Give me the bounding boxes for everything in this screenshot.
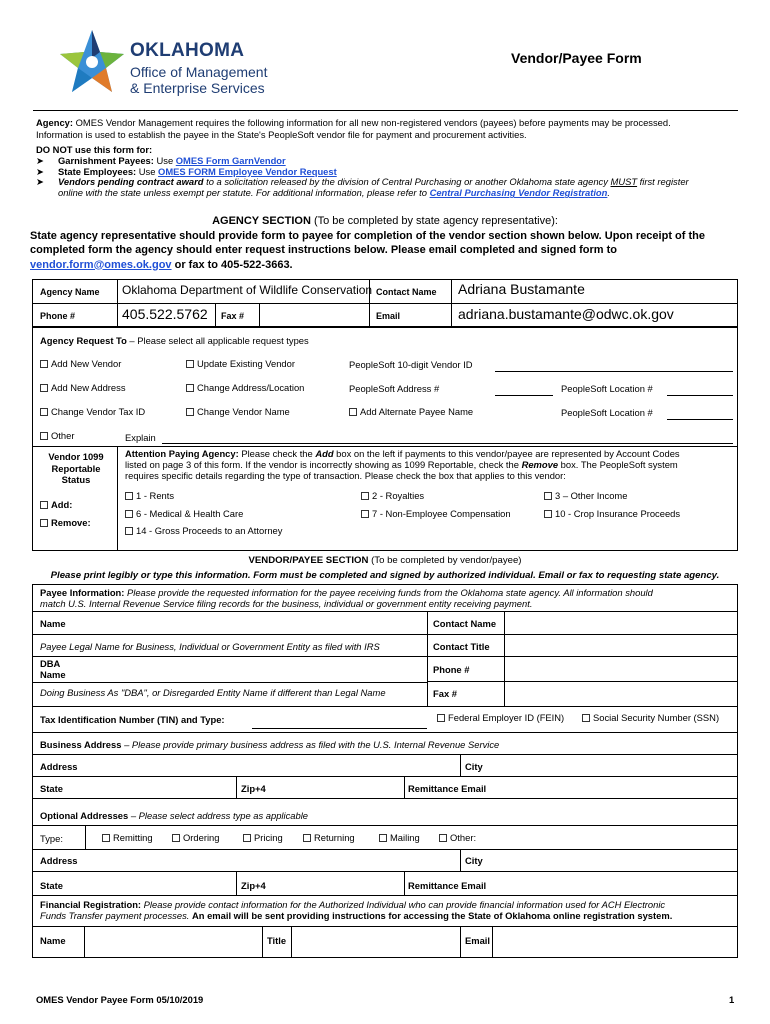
agency-section-title-line [30,214,740,229]
checkbox-label: Change Vendor Tax ID [51,406,146,417]
label-line: Vendor 1099 [48,451,104,462]
agency-request-label: Agency Request To [40,335,127,346]
vendor-contact-name-label: Contact Name [433,618,497,629]
label-line: Name [40,669,66,680]
optional-address-field[interactable] [90,851,455,871]
vendor-1099-label [40,451,112,486]
attention-text: box on the left if payments to this vendor/payee are represented by Account Codes [333,448,680,459]
attention-text: box. The PeopleSoft system [558,459,678,471]
central-purchasing-link[interactable]: Central Purchasing Vendor Registration [429,187,608,199]
payee-info-desc: Please provide the requested information for the payee receiving funds from the Oklahoma state agency. All information should [124,587,653,598]
checkbox-icon[interactable] [40,432,48,440]
checkbox-icon[interactable] [125,510,133,518]
optional-addresses-note: – Please select address type as applicable [128,810,309,821]
bullet-text: online with the state unless exempt per statute. For additional information, please refer to [58,187,430,199]
email-label: Email [376,311,401,321]
bullet-text: first register [637,176,689,188]
payee-name-label: Name [40,618,66,629]
do-not-use-list [36,145,736,199]
dba-name-field[interactable] [85,658,423,680]
attention-add: Add [315,448,334,459]
royalties-checkbox[interactable] [361,490,424,501]
business-address-heading [40,739,499,750]
fax-field[interactable] [262,305,366,325]
agency-name-label: Agency Name [40,287,100,297]
ps-vendor-id-field[interactable] [495,371,733,372]
crop-insurance-checkbox[interactable] [544,508,680,519]
tin-label: Tax Identification Number (TIN) and Type: [40,714,225,725]
vendor-section-title: VENDOR/PAYEE SECTION [248,555,369,566]
attention-text: requires specific details regarding the type of transaction. Please check the box that applies to this vendor: [125,470,566,482]
bullet-text: to a solicitation released by the division of Central Purchasing or another Oklahoma state agency [203,176,611,188]
logo-title: OKLAHOMA [130,40,245,61]
vendor-section-note: (To be completed by vendor/payee) [368,555,522,566]
logo-subtitle-2: & Enterprise Services [130,80,265,96]
payee-name-field[interactable] [85,613,423,633]
garn-vendor-link[interactable]: OMES Form GarnVendor [175,154,286,166]
checkbox-label: 14 - Gross Proceeds to an Attorney [136,525,283,536]
contact-title-label: Contact Title [433,641,490,652]
checkbox-icon[interactable] [186,384,194,392]
bullet-label: Vendors pending contract award [58,176,204,188]
checkbox-icon[interactable] [303,834,311,842]
checkbox-icon[interactable] [125,492,133,500]
checkbox-icon[interactable] [186,360,194,368]
intro-agency-text: OMES Vendor Management requires the following information for all new non-registered vendors (payees) before payments may be processed. [73,117,671,128]
checkbox-icon[interactable] [582,714,590,722]
business-address-note: – Please provide primary business address as filed with the U.S. Internal Revenue Service [121,739,500,750]
arrow-bullet-icon: ➤ [36,176,44,188]
alternate-payee-checkbox[interactable] [349,406,473,417]
bullet-label: State Employees: [58,165,137,177]
remitting-checkbox[interactable] [102,832,153,843]
fax-text: or fax to 405-522-3663. [171,258,293,271]
nonemployee-checkbox[interactable] [361,508,511,519]
pricing-checkbox[interactable] [243,832,283,843]
header-divider [33,110,738,111]
bullet-text: Use [136,165,159,177]
payee-info-label: Payee Information: [40,587,125,598]
financial-registration-emphasis: An email will be sent providing instructions for accessing the State of Oklahoma online registration system. [191,910,673,922]
dba-hint: Doing Business As "DBA", or Disregarded Entity Name if different than Legal Name [40,687,386,698]
attention-text: listed on page 3 of this form. If the vendor is incorrectly showing as 1099 Reportable, check the [125,459,522,471]
financial-registration-desc: Funds Transfer payment processes. [40,910,192,922]
attention-remove: Remove [521,459,559,471]
checkbox-icon[interactable] [349,408,357,416]
financial-registration-desc: Please provide contact information for the Authorized Individual who can provide financial information used for ACH Electronic [141,899,666,910]
add-new-address-checkbox[interactable] [40,382,126,393]
ps-vendor-id-label: PeopleSoft 10-digit Vendor ID [349,359,473,370]
optional-city-label: City [465,855,483,866]
checkbox-label: Add: [51,499,73,510]
intro-text [36,117,736,140]
checkbox-icon[interactable] [40,519,48,527]
agency-instructions: State agency representative should provide form to payee for completion of the vendor section shown below. Upon receipt of the completed form the agency should enter request instructions below. Please email completed and signed form to [30,229,705,256]
checkbox-label: Other: [450,832,477,843]
checkbox-label: Remitting [113,832,153,843]
checkbox-icon[interactable] [172,834,180,842]
checkbox-icon[interactable] [40,384,48,392]
checkbox-icon[interactable] [379,834,387,842]
label-line: Status [61,474,91,485]
form-title: Vendor/Payee Form [511,50,642,66]
rents-checkbox[interactable] [125,490,174,501]
business-address-field[interactable] [90,756,455,776]
checkbox-icon[interactable] [361,510,369,518]
vendor-phone-label: Phone # [433,664,470,675]
checkbox-icon[interactable] [186,408,194,416]
optional-state-label: State [40,880,63,891]
checkbox-icon[interactable] [40,408,48,416]
payee-info-desc: match U.S. Internal Revenue Service filing records for the business, individual or government entity receiving payment. [40,598,533,609]
ps-location-field[interactable] [667,395,733,396]
checkbox-label: Add New Address [51,382,126,393]
logo-subtitle-1: Office of Management [130,64,268,80]
checkbox-icon[interactable] [40,360,48,368]
checkbox-label: Social Security Number (SSN) [593,712,720,723]
financial-email-label: Email [465,935,491,946]
financial-registration-label: Financial Registration: [40,899,142,910]
checkbox-label: Pricing [254,832,283,843]
checkbox-label: 3 – Other Income [555,490,628,501]
dba-name-label [40,658,80,680]
checkbox-label: 7 - Non-Employee Compensation [372,508,511,519]
do-not-use-heading: DO NOT use this form for: [36,144,153,155]
checkbox-icon[interactable] [544,492,552,500]
agency-name-field[interactable]: Oklahoma Department of Wildlife Conservation [122,283,373,297]
checkbox-label: Remove: [51,517,91,528]
omes-logo [56,28,306,98]
financial-name-label: Name [40,935,66,946]
medical-checkbox[interactable] [125,508,243,519]
optional-addresses-heading [40,810,308,821]
attorney-checkbox[interactable] [125,525,282,536]
add-1099-checkbox[interactable] [40,499,72,510]
checkbox-label: 1 - Rents [136,490,175,501]
checkbox-icon[interactable] [361,492,369,500]
intro-agency-label: Agency: [36,117,73,128]
checkbox-icon[interactable] [544,510,552,518]
checkbox-label: Returning [314,832,355,843]
checkbox-label: Ordering [183,832,220,843]
checkbox-label: Add Alternate Payee Name [360,406,474,417]
star-logo-icon [56,28,128,98]
checkbox-label: 2 - Royalties [372,490,425,501]
agency-section-title: AGENCY SECTION [212,215,311,227]
checkbox-icon[interactable] [437,714,445,722]
change-vendor-name-checkbox[interactable] [186,406,290,417]
vendor-section-title-line [0,555,770,566]
vendor-form-email-link[interactable]: vendor.form@omes.ok.gov [30,258,172,271]
checkbox-label: Mailing [390,832,420,843]
checkbox-label: 6 - Medical & Health Care [136,508,244,519]
legal-name-hint: Payee Legal Name for Business, Individual or Government Entity as filed with IRS [40,641,380,652]
contact-name-label: Contact Name [376,287,437,297]
arrow-bullet-icon: ➤ [36,154,44,166]
label-line: DBA [40,658,61,669]
checkbox-icon[interactable] [243,834,251,842]
vendor-fax-label: Fax # [433,688,457,699]
business-state-label: State [40,783,63,794]
financial-title-label: Title [267,935,287,946]
footer-form-id: OMES Vendor Payee Form 05/10/2019 [36,994,204,1005]
other-income-checkbox[interactable] [544,490,627,501]
ps-address-field[interactable] [495,395,553,396]
remove-1099-checkbox[interactable] [40,517,91,528]
arrow-bullet-icon: ➤ [36,165,44,177]
fax-label: Fax # [221,311,245,321]
tin-field[interactable] [252,728,427,729]
bullet-text: . [607,187,610,199]
ps-address-label: PeopleSoft Address # [349,383,440,394]
business-address-label-field: Address [40,761,78,772]
attention-label: Attention Paying Agency: [125,448,239,459]
explain-field[interactable] [162,443,733,444]
contact-name-field[interactable]: Adriana Bustamante [458,281,585,297]
agency-request-heading [40,335,309,346]
optional-remit-email-label: Remittance Email [408,880,487,891]
optional-zip-label: Zip+4 [241,880,266,891]
checkbox-label: Change Address/Location [197,382,305,393]
ps-location-label: PeopleSoft Location # [561,407,653,418]
checkbox-label: Update Existing Vendor [197,358,295,369]
vendor-section-instruction: Please print legibly or type this information. Form must be completed and signed by authorized individual. Email or fax to requesting state agency. [50,570,720,581]
ps-location-label: PeopleSoft Location # [561,383,653,394]
label-line: Reportable [51,462,101,474]
mailing-checkbox[interactable] [379,832,420,843]
change-tax-id-checkbox[interactable] [40,406,145,417]
must-text: MUST [610,176,638,188]
change-address-checkbox[interactable] [186,382,304,393]
checkbox-label: 10 - Crop Insurance Proceeds [555,508,681,519]
checkbox-icon[interactable] [439,834,447,842]
other-type-checkbox[interactable] [439,832,476,843]
payee-info-text [40,587,730,609]
business-remit-email-label: Remittance Email [408,783,487,794]
employee-vendor-link[interactable]: OMES FORM Employee Vendor Request [158,165,337,177]
attention-paying-agency [125,448,737,482]
agency-request-note: – Please select all applicable request types [126,335,309,346]
returning-checkbox[interactable] [303,832,355,843]
type-label: Type: [40,833,63,844]
checkbox-label: Federal Employer ID (FEIN) [448,712,565,723]
business-address-label: Business Address [40,739,122,750]
email-field[interactable]: adriana.bustamante@odwc.ok.gov [458,306,674,322]
attention-text: Please check the [238,448,316,459]
bullet-label: Garnishment Payees: [58,154,154,166]
agency-section-header [30,214,740,272]
update-vendor-checkbox[interactable] [186,358,295,369]
checkbox-icon[interactable] [125,527,133,535]
ps-location-field-2[interactable] [667,419,733,420]
checkbox-label: Change Vendor Name [197,406,290,417]
ssn-checkbox[interactable] [582,712,719,723]
financial-registration-text [40,899,732,922]
optional-addresses-label: Optional Addresses [40,810,129,821]
page-number: 1 [729,994,735,1005]
intro-line2: Information is used to establish the payee in the State's PeopleSoft vendor file for payment and procurement activities. [36,128,527,140]
checkbox-label: Add New Vendor [51,358,122,369]
fein-checkbox[interactable] [437,712,564,723]
business-city-label: City [465,761,483,772]
ordering-checkbox[interactable] [172,832,219,843]
phone-field[interactable]: 405.522.5762 [122,306,208,322]
other-checkbox[interactable] [40,430,74,441]
add-new-vendor-checkbox[interactable] [40,358,121,369]
bullet-text: Use [153,154,176,166]
checkbox-icon[interactable] [102,834,110,842]
phone-label: Phone # [40,311,76,321]
optional-address-label: Address [40,855,78,866]
agency-section-note: (To be completed by state agency representative): [310,215,558,227]
business-zip-label: Zip+4 [241,783,266,794]
explain-label: Explain [125,432,156,443]
list-item [36,177,736,199]
checkbox-icon[interactable] [40,501,48,509]
checkbox-label: Other [51,430,75,441]
